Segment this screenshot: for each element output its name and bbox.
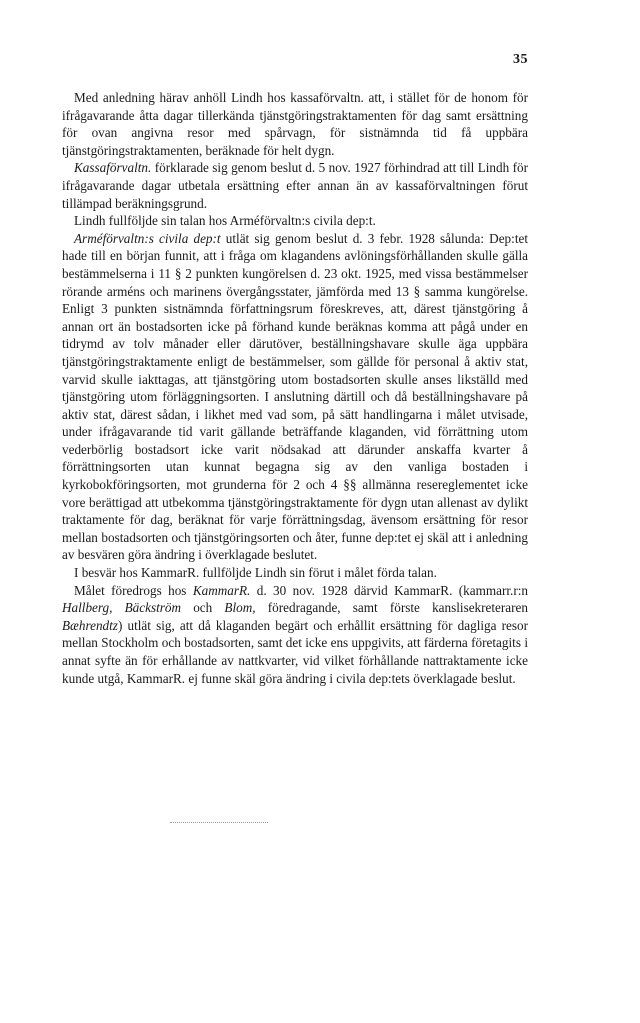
italic-name: Hallberg, Bäckström: [62, 600, 182, 616]
italic-name: Bæhrendtz: [62, 617, 118, 633]
paragraph: [62, 564, 528, 582]
text-run: föredragande, samt förste kanslisekreteraren: [255, 600, 528, 616]
text-run: ) utlät sig, att då klaganden begärt och erhållit ersättning för dagliga resor mellan Stockholm och bostadsorten, samt det icke ens uppgivits, att färderna företagits i annat syfte än för erhållande av nattkvarter, vid vilket förhållande nattraktamente icke kunde utgå, KammarR. ej funne skäl göra ändring i civila dep:tets överklagade beslut.: [62, 617, 528, 686]
text-run: Lindh fullföljde sin talan hos Arméförvaltn:s civila dep:t.: [74, 213, 376, 229]
paragraph: [62, 159, 528, 212]
italic-name: Kassaförvaltn.: [74, 160, 152, 176]
paragraph: [62, 89, 528, 159]
text-run: I besvär hos KammarR. fullföljde Lindh sin förut i målet förda talan.: [74, 565, 437, 581]
paragraph: [62, 582, 528, 688]
paragraph: [62, 212, 528, 230]
text-run: Målet föredrogs hos: [74, 582, 193, 598]
text-run: förklarade sig genom beslut d. 5 nov. 1927 förhindrad att till Lindh för ifrågavarande dagar utbetala ersättning efter annan än av kassaförvaltningen förut tillämpad beräkningsgrund.: [62, 160, 528, 211]
body-text: [62, 89, 528, 687]
end-divider: [170, 822, 268, 823]
text-run: Med anledning härav anhöll Lindh hos kassaförvaltn. att, i stället för de honom för ifrågavarande åtta dagar tillerkända tjänstgöringstraktamenten för dag samt ersättning för ovan angivna resor med spårvagn, för sistnämnda tid få uppbära tjänstgöringstraktamenten, beräknade för helt dygn.: [62, 90, 528, 158]
text-run: utlät sig genom beslut d. 3 febr. 1928 sålunda: Dep:tet hade till en början funnit, att i fråga om klagandens avlöningsförhållanden skulle gälla bestämmelserna i 11 § 2 punkten kungörelsen d. 23 okt. 1925, med vissa bestämmelser rörande arméns och marinens övergångsstater, jämförda med 13 § samma kungörelse. Enligt 3 punkten sistnämnda författningsrum föreskreves, att, därest tjänstgöring å annan ort än bostadsorten icke på förhand kunde beräknas komma att pågå under en tidrymd av tolv månader eller därutöver, beställningshavare skulle äga uppbära tjänstgöringstraktamente enligt de bestämmelser, som gällde för personal å aktiv stat, varvid skulle iakttagas, att tjänstgöring utom bostadsorten skulle anses likställd med tjänstgöring utom förläggningsorten. I anslutning därtill och då beställningshavare på aktiv stat, därest sådan, i likhet med vad som, på sätt handlingarna i målet utvisade, under ifrågavarande tid varit gällande beträffande klaganden, vid förrättning utom vederbörlig bostadsort icke varit nödsakad att därunder anskaffa kvarter å förrättningsorten utan kunnat begagna sig av den vanliga bostaden i kyrkobokföringsorten, mot grunderna för 2 och 4 §§ allmänna resereglementet icke vore berättigad att utbekomma tjänstgöringstraktamente för dygn utan allenast av dylikt traktamente för dag, beräknat för varje förrättningsdag, ävensom ersättning för resor mellan bostadsorten och tjänstgöringsorten och åter, funne dep:tet ej skäl att i anledning av besvären göra ändring i överklagade beslutet.: [62, 230, 528, 563]
text-run: och: [181, 600, 225, 616]
page-number: 35: [513, 52, 528, 67]
italic-name: KammarR.: [192, 582, 251, 598]
italic-name: Arméförvaltn:s civila dep:t: [74, 230, 221, 246]
italic-name: Blom,: [224, 600, 256, 616]
text-run: d. 30 nov. 1928 därvid KammarR. (kammarr.r:n: [250, 582, 528, 598]
paragraph: [62, 230, 528, 564]
